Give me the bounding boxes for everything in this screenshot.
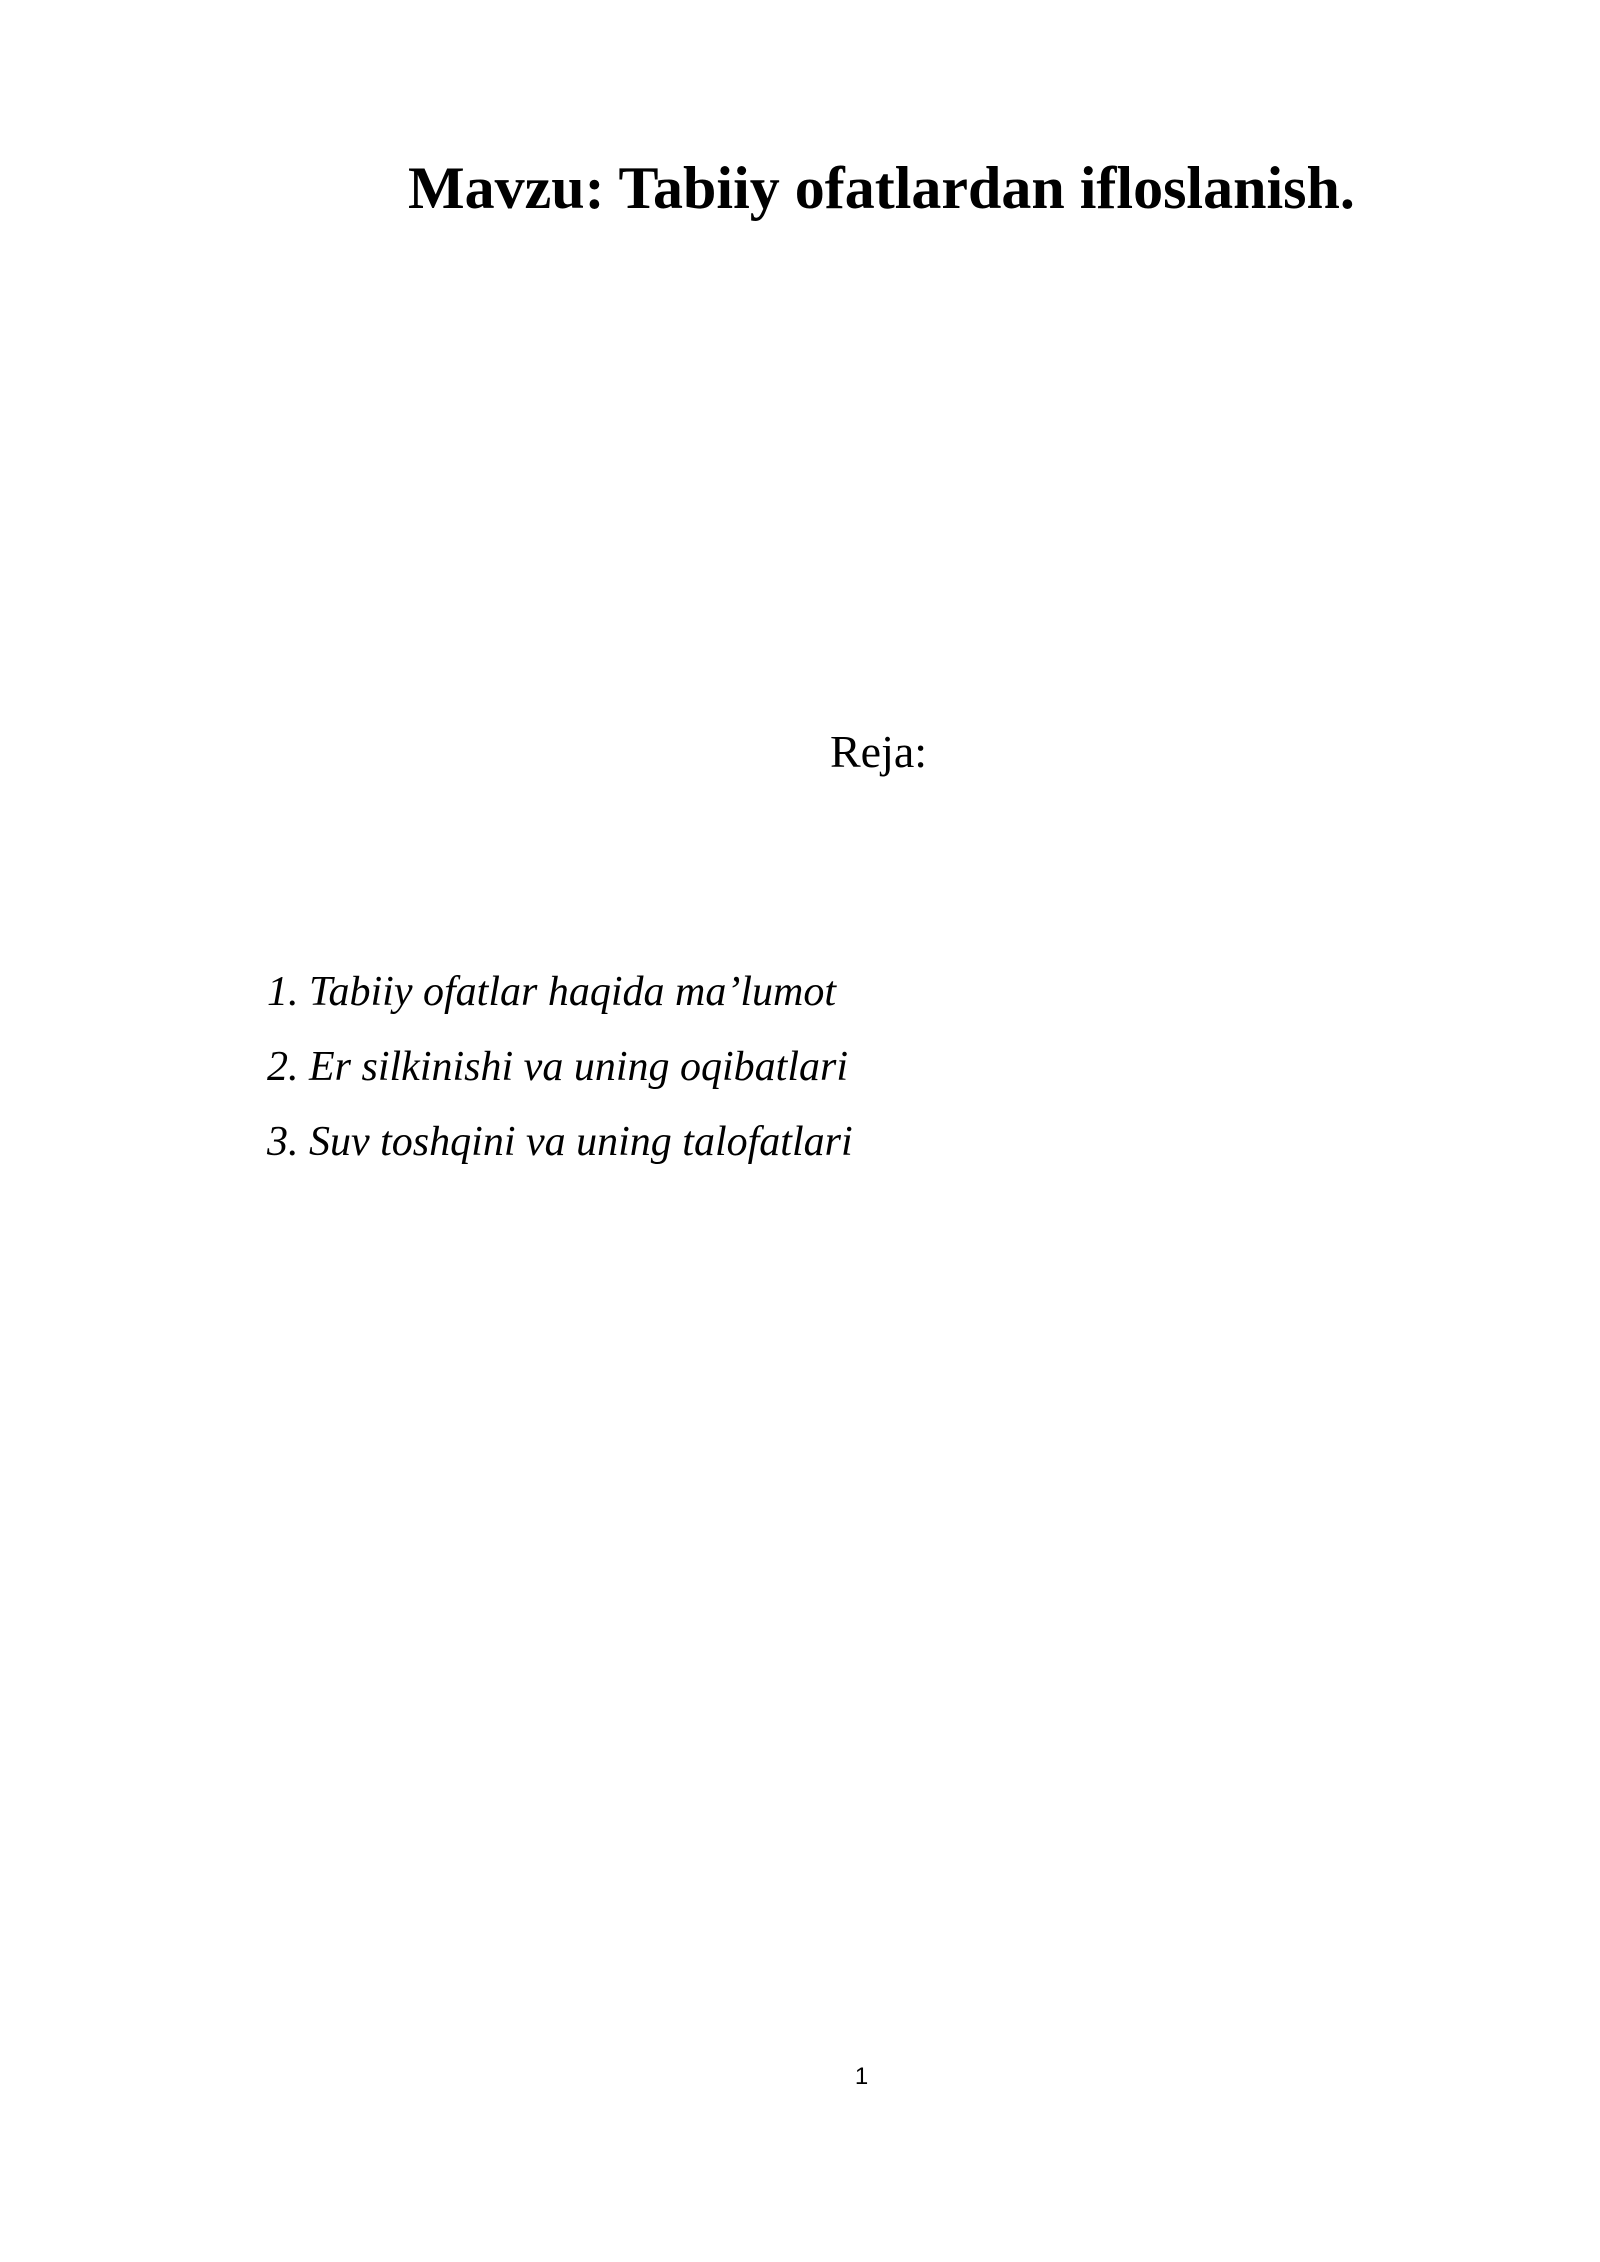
plan-item: 1. Tabiiy ofatlar haqida ma’lumot [267,969,836,1015]
page-number: 1 [854,2063,869,2090]
plan-item: 2. Er silkinishi va uning oqibatlari [267,1044,849,1090]
document-title: Mavzu: Tabiiy ofatlardan ifloslanish. [408,155,1355,221]
plan-list [267,964,853,1189]
plan-heading: Reja: [830,726,928,777]
plan-item: 3. Suv toshqini va uning talofatlari [267,1119,853,1165]
